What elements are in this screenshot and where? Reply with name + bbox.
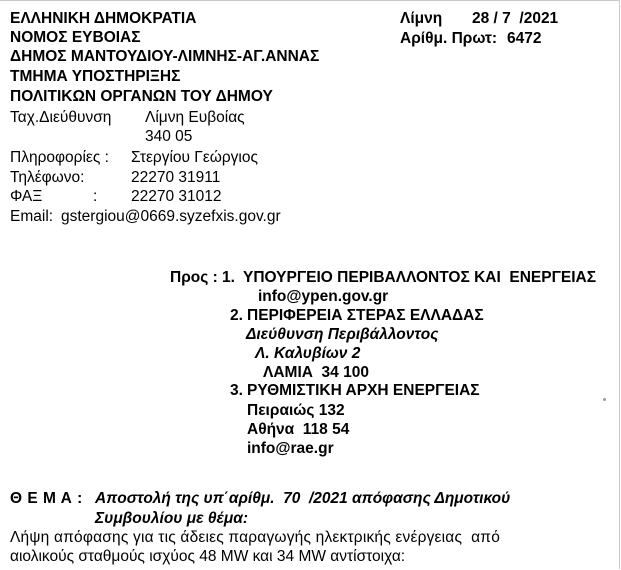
address-label: Ταχ.Διεύθυνση [10,109,112,126]
email-value[interactable]: gstergiou@0669.syzefxis.gov.gr [61,208,281,225]
recipient-address-line: Πειραιώς 132 [247,402,345,419]
recipient-number: 1. [222,269,235,286]
subject-line-1: Αποστολή της υπ΄αρίθμ. 70 /2021 απόφασης Δημοτικού [95,490,511,507]
recipient-city-line: Αθήνα 118 54 [247,421,350,438]
postal-code: 340 05 [145,128,193,145]
phone-label: Τηλέφωνο: [10,169,85,186]
document-date: 28 / 7 /2021 [472,10,559,27]
recipient-name: ΠΕΡΙΦΕΡΕΙΑ ΣΤΕΡΑΣ ΕΛΛΑΔΑΣ [247,307,484,324]
subject-label: Θ Ε Μ Α : [10,490,83,507]
fax-value: 22270 31012 [131,188,222,205]
sender-municipality: ΔΗΜΟΣ ΜΑΝΤΟΥΔΙΟΥ-ΛΙΜΝΗΣ-ΑΓ.ΑΝΝΑΣ [10,48,320,65]
recipient-email[interactable]: info@ypen.gov.gr [258,288,389,305]
subject-body-line-2: αιολικούς σταθμούς ισχύος 48 MW και 34 MW αντίστοιχα: [10,548,406,565]
info-label: Πληροφορίες : [10,149,109,166]
address-value: Λίμνη Ευβοίας [145,109,245,126]
info-value: Στεργίου Γεώργιος [131,149,258,166]
recipient-address-line: Διεύθυνση Περιβάλλοντος [246,326,439,343]
fax-colon: : [93,188,98,205]
recipient-number: 2. [230,307,243,324]
recipient-number: 3. [230,382,243,399]
margin-mark [603,398,606,401]
recipient-address-line: Λ. Καλυβίων 2 [255,345,361,362]
sender-republic: ΕΛΛΗΝΙΚΗ ΔΗΜΟΚΡΑΤΙΑ [10,10,197,27]
to-label: Προς : [170,269,218,286]
email-label: Email: [10,208,54,225]
sender-department-2: ΠΟΛΙΤΙΚΩΝ ΟΡΓΑΝΩΝ ΤΟΥ ΔΗΜΟΥ [10,88,273,105]
recipient-name: ΥΠΟΥΡΓΕΙΟ ΠΕΡΙΒΑΛΛΟΝΤΟΣ ΚΑΙ ΕΝΕΡΓΕΙΑΣ [243,269,597,286]
protocol-label: Αρίθμ. Πρωτ: [400,30,498,47]
sender-prefecture: ΝΟΜΟΣ ΕΥΒΟΙΑΣ [10,29,141,46]
protocol-number: 6472 [507,30,542,47]
phone-value: 22270 31911 [131,169,221,186]
subject-line-2: Συμβουλίου με θέμα: [95,510,249,527]
place-label: Λίμνη [400,10,443,27]
subject-body-line-1: Λήψη απόφασης για τις άδειες παραγωγής ηλεκτρικής ενέργειας από [10,529,501,546]
sender-department-1: ΤΜΗΜΑ ΥΠΟΣΤΗΡΙΞΗΣ [10,68,181,85]
recipient-name: ΡΥΘΜΙΣΤΙΚΗ ΑΡΧΗ ΕΝΕΡΓΕΙΑΣ [247,382,480,399]
recipient-city-line: ΛΑΜΙΑ 34 100 [263,364,369,381]
fax-label: ΦΑΞ [10,188,43,205]
recipient-email[interactable]: info@rae.gr [247,440,334,457]
